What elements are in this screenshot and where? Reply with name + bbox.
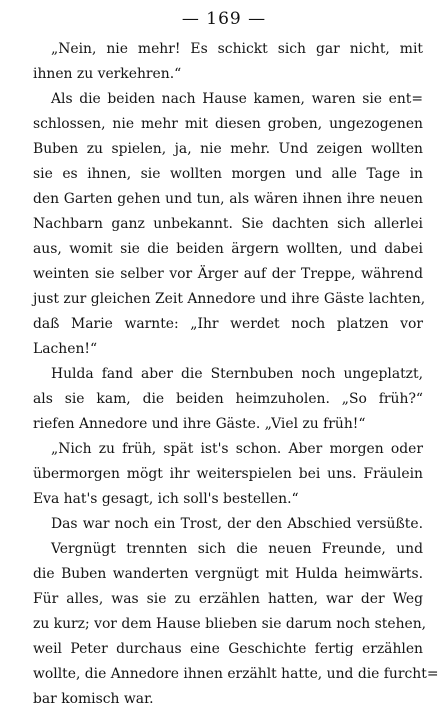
text-line: sie es ihnen, sie wollten morgen und alle Tage in — [33, 166, 423, 182]
text-line: Lachen!“ — [33, 341, 98, 357]
body-text — [33, 37, 439, 712]
text-line: „Nich zu früh, spät ist's schon. Aber morgen oder — [51, 441, 423, 457]
text-line: weil Peter durchaus eine Geschichte fertig erzählen — [33, 641, 423, 657]
text-line: Das war noch ein Trost, der den Abschied versüßte. — [51, 516, 423, 532]
text-line: bar komisch war. — [33, 691, 154, 707]
text-line: just zur gleichen Zeit Annedore und ihre Gäste lachten, — [33, 291, 426, 307]
text-line: Vergnügt trennten sich die neuen Freunde, und — [51, 541, 423, 557]
text-line: zu kurz; vor dem Hause blieben sie darum noch stehen, — [33, 616, 427, 632]
text-line: Hulda fand aber die Sternbuben noch ungeplatzt, — [51, 366, 423, 382]
text-line: Als die beiden nach Hause kamen, waren sie ent= — [51, 91, 423, 107]
text-line: übermorgen mögt ihr weiterspielen bei uns. Fräulein — [33, 466, 423, 482]
text-line: Eva hat's gesagt, ich soll's bestellen.“ — [33, 491, 299, 507]
text-line: Buben zu spielen, ja, nie mehr. Und zeigen wollten — [33, 141, 423, 157]
text-line: als sie kam, die beiden heimzuholen. „So früh?“ — [33, 391, 423, 407]
text-line: schlossen, nie mehr mit diesen groben, ungezogenen — [33, 116, 423, 132]
text-line: „Nein, nie mehr! Es schickt sich gar nicht, mit — [51, 41, 423, 57]
text-line: wollte, die Annedore ihnen erzählt hatte, und die furcht= — [33, 666, 439, 682]
text-line: Für alles, was sie zu erzählen hatten, war der Weg — [33, 591, 423, 607]
text-line: weinten sie selber vor Ärger auf der Treppe, während — [33, 266, 423, 282]
text-line: den Garten gehen und tun, als wären ihnen ihre neuen — [33, 191, 423, 207]
text-line: Nachbarn ganz unbekannt. Sie dachten sich allerlei — [33, 216, 423, 232]
text-line: aus, womit sie die beiden ärgern wollten, und dabei — [33, 241, 423, 257]
text-line: ihnen zu verkehren.“ — [33, 66, 182, 82]
page-number-header: — 169 — — [181, 9, 267, 29]
text-line: riefen Annedore und ihre Gäste. „Viel zu früh!“ — [33, 416, 366, 432]
text-line: die Buben wanderten vergnügt mit Hulda heimwärts. — [33, 566, 423, 582]
text-line: daß Marie warnte: „Ihr werdet noch platzen vor — [33, 316, 423, 332]
